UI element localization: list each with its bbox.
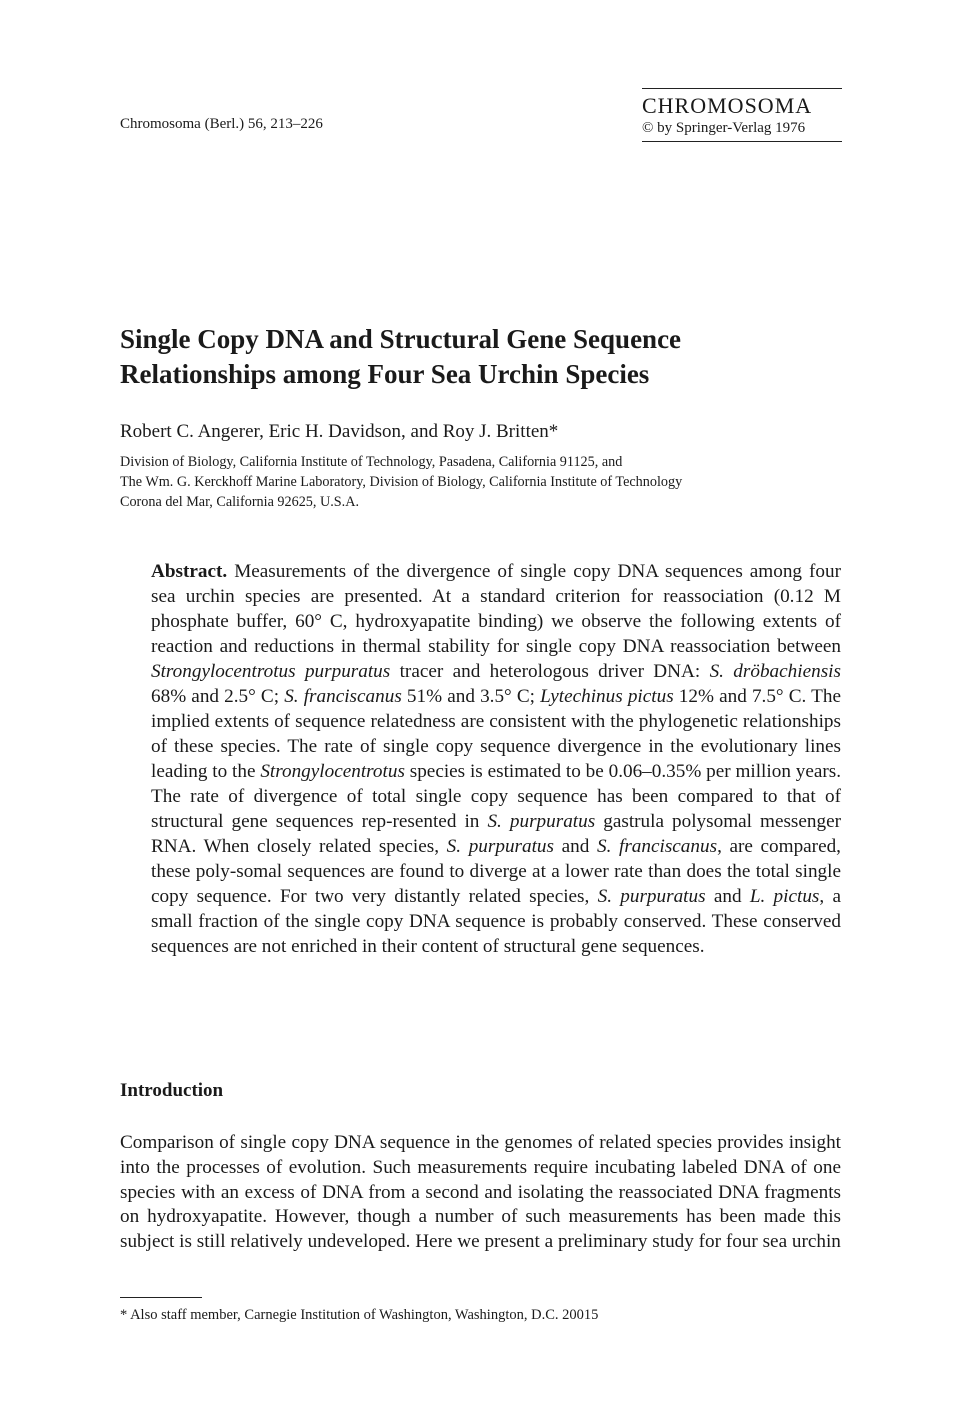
masthead-bottom-rule (642, 141, 842, 142)
abstract-species-name: Strongylocentrotus (260, 761, 405, 782)
abstract-species-name: S. franciscanus (596, 836, 718, 857)
abstract-body (151, 561, 841, 957)
journal-masthead (642, 88, 842, 142)
abstract-label: Abstract. (151, 561, 228, 582)
abstract-text-run: 12% and 7.5° C. The implied extents of sequence relatedness are consistent with the phylogenetic relationships of these species. The rate of single copy sequence divergence in the evolutionary lines leading to the (151, 686, 841, 782)
abstract-species-name: S. purpuratus (597, 886, 706, 907)
affiliation-line: Corona del Mar, California 92625, U.S.A. (120, 494, 360, 510)
abstract-text-run: gastrula polysomal messenger RNA. When closely related species, (151, 811, 842, 857)
affiliation (120, 452, 850, 512)
section-heading-introduction: Introduction (120, 1080, 224, 1101)
abstract-text-run: species is estimated to be 0.06–0.35% per million years. The rate of divergence of total single copy sequence has been compared to that of structural gene sequences rep-resented in (151, 761, 842, 832)
masthead-top-rule (642, 88, 842, 89)
abstract-species-name: S. purpuratus (446, 836, 554, 857)
abstract-text-run: Measurements of the divergence of single copy DNA sequences among four sea urchin species are presented. At a standard criterion for reassociation (0.12 M phosphate buffer, 60° C, hydroxyapatite binding) we observe the following extents of reaction and reductions in thermal stability for single copy DNA reassociation between (151, 561, 841, 657)
introduction-paragraph: Comparison of single copy DNA sequence in the genomes of related species provides insight into the processes of evolution. Such measurements require incubating labeled DNA of one species with an excess of DNA from a second and isolating the reassociated DNA fragments on hydroxyapatite. However, though a number of such measurements has been made this subject is still relatively undeveloped. Here we present a preliminary study for four sea urchin (120, 1132, 841, 1253)
journal-name: CHROMOSOMA (642, 93, 813, 118)
abstract-species-name: L. pictus (749, 886, 820, 907)
affiliation-line: Division of Biology, California Institute of Technology, Pasadena, California 91125, and (120, 454, 623, 470)
abstract-species-name: S. franciscanus (284, 686, 402, 707)
abstract-species-name: Strongylocentrotus purpuratus (151, 661, 391, 682)
abstract-text-run: and (554, 836, 597, 857)
title-line-1: Single Copy DNA and Structural Gene Sequence (120, 324, 682, 354)
journal-copyright: © by Springer-Verlag 1976 (642, 120, 806, 136)
author-list: Robert C. Angerer, Eric H. Davidson, and Roy J. Britten* (120, 421, 559, 442)
affiliation-line: The Wm. G. Kerckhoff Marine Laboratory, Division of Biology, California Institute of Technology (120, 474, 683, 490)
title-line-2: Relationships among Four Sea Urchin Species (120, 359, 650, 389)
article-title (120, 322, 840, 392)
abstract-species-name: Lytechinus pictus (540, 686, 674, 707)
journal-citation: Chromosoma (Berl.) 56, 213–226 (120, 116, 323, 132)
abstract-text-run: and (705, 886, 750, 907)
abstract-species-name: S. purpuratus (487, 811, 596, 832)
abstract-species-name: S. dröbachiensis (709, 661, 841, 682)
footnote-rule (120, 1297, 202, 1298)
abstract-text-run: 51% and 3.5° C; (401, 686, 541, 707)
abstract-text-run: , a small fraction of the single copy DNA sequence is probably conserved. These conserved sequences are not enriched in their content of structural gene sequences. (151, 886, 841, 957)
abstract-text-run: 68% and 2.5° C; (151, 686, 285, 707)
abstract (151, 559, 841, 959)
abstract-text-run: , are compared, these poly-somal sequences are found to diverge at a lower rate than does the total single copy sequence. For two very distantly related species, (151, 836, 841, 907)
abstract-text-run: tracer and heterologous driver DNA: (390, 661, 710, 682)
footnote: * Also staff member, Carnegie Institution of Washington, Washington, D.C. 20015 (120, 1307, 599, 1323)
